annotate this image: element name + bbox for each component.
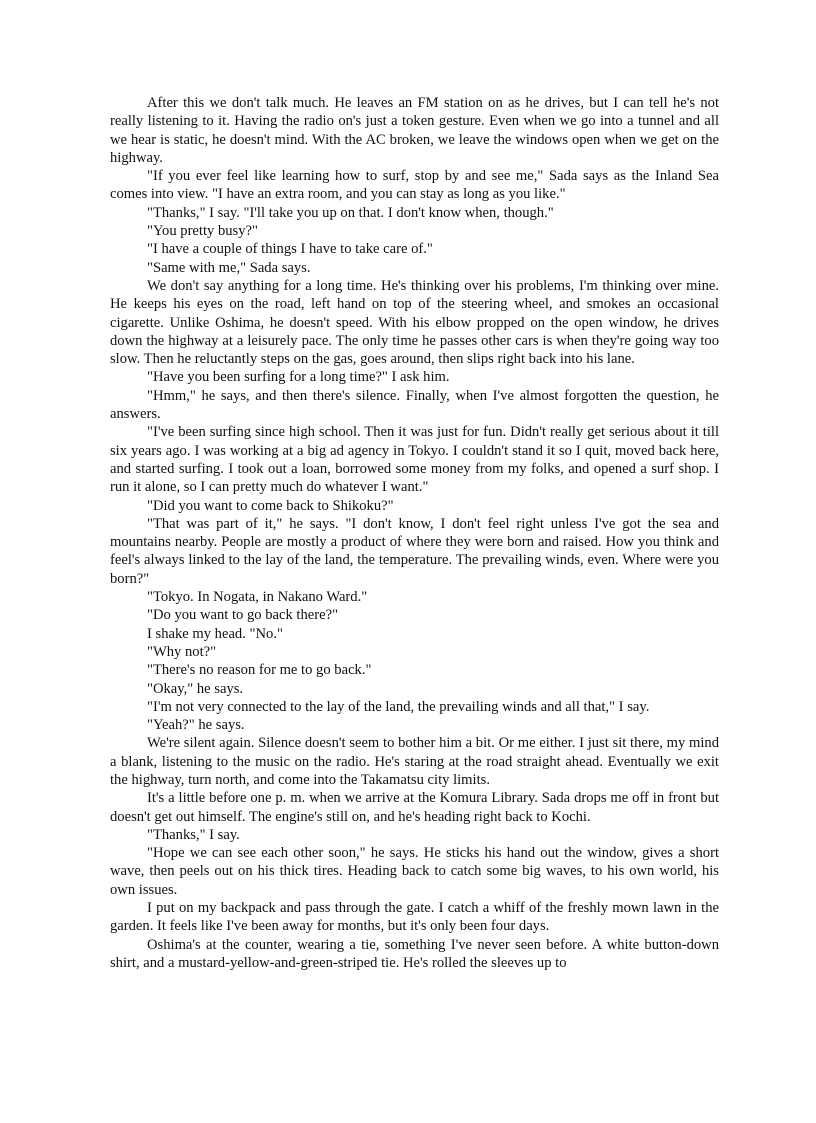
- paragraph: "Okay," he says.: [147, 680, 244, 697]
- paragraph: "Have you been surfing for a long time?" I ask him.: [147, 369, 450, 386]
- paragraph: I put on my backpack and pass through the gate. I catch a whiff of the freshly mown lawn in the garden. It feels like I've been away for months, but it's only been four days.: [110, 900, 719, 935]
- paragraph: I shake my head. "No.": [147, 625, 283, 642]
- paragraph: "That was part of it," he says. "I don't know, I don't feel right unless I've got the sea and mountains nearby. People are mostly a product of where they were born and raised. How you think and feel's always linked to the lay of the land, the temperature. The prevailing winds, even. Where were you born?": [110, 515, 719, 587]
- paragraph: "Same with me," Sada says.: [147, 259, 311, 276]
- paragraph: "Hope we can see each other soon," he says. He sticks his hand out the window, gives a short wave, then peels out on his thick tires. Heading back to catch some big waves, to his own world, his own issues.: [110, 845, 719, 898]
- paragraph: After this we don't talk much. He leaves an FM station on as he drives, but I can tell he's not really listening to it. Having the radio on's just a token gesture. Even when we go into a tunnel and all we hear is static, he doesn't mind. With the AC broken, we leave the windows open when we get on the highway.: [110, 95, 719, 166]
- paragraph: "Yeah?" he says.: [147, 717, 245, 734]
- paragraph: "If you ever feel like learning how to surf, stop by and see me," Sada says as the Inland Sea comes into view. "I have an extra room, and you can stay as long as you like.": [110, 168, 719, 203]
- paragraph: "Did you want to come back to Shikoku?": [147, 497, 394, 514]
- paragraph: "Why not?": [147, 643, 217, 660]
- paragraph: We're silent again. Silence doesn't seem to bother him a bit. Or me either. I just sit there, my mind a blank, listening to the music on the radio. He's staring at the road straight ahead. Eventually we exit the highway, turn north, and come into the Takamatsu city limits.: [110, 735, 719, 788]
- paragraph: "I have a couple of things I have to take care of.": [147, 241, 433, 258]
- paragraph: It's a little before one p. m. when we arrive at the Komura Library. Sada drops me off in front but doesn't get out himself. The engine's still on, and he's heading right back to Kochi.: [110, 790, 719, 825]
- paragraph: "There's no reason for me to go back.": [147, 662, 372, 679]
- paragraph: We don't say anything for a long time. He's thinking over his problems, I'm thinking over mine. He keeps his eyes on the road, left hand on top of the steering wheel, and smokes an occasional cigarette. Unlike Oshima, he doesn't speed. With his elbow propped on the open window, he drives down the highway at a leisurely pace. The only time he passes other cars is when they're going way too slow. Then he reluctantly steps on the gas, goes around, then slips right back into his lane.: [110, 277, 719, 368]
- paragraph: "Hmm," he says, and then there's silence. Finally, when I've almost forgotten the question, he answers.: [110, 387, 719, 423]
- paragraph: "You pretty busy?": [147, 223, 258, 240]
- paragraph: "I've been surfing since high school. Then it was just for fun. Didn't really get serious about it till six years ago. I was working at a big ad agency in Tokyo. I couldn't stand it so I quit, moved back here, and started surfing. I took out a loan, borrowed some money from my folks, and opened a surf shop. I run it alone, so I can pretty much do whatever I want.": [110, 424, 719, 496]
- paragraph: "I'm not very connected to the lay of the land, the prevailing winds and all that," I say.: [147, 698, 650, 715]
- paragraph: Oshima's at the counter, wearing a tie, something I've never seen before. A white button-down shirt, and a mustard-yellow-and-green-striped tie. He's rolled the sleeves up to: [110, 936, 719, 971]
- paragraph: "Tokyo. In Nogata, in Nakano Ward.": [147, 589, 368, 606]
- paragraph: "Do you want to go back there?": [147, 607, 339, 624]
- paragraph: "Thanks," I say.: [147, 826, 240, 843]
- document-page: [110, 94, 719, 972]
- paragraph: "Thanks," I say. "I'll take you up on that. I don't know when, though.": [147, 204, 554, 221]
